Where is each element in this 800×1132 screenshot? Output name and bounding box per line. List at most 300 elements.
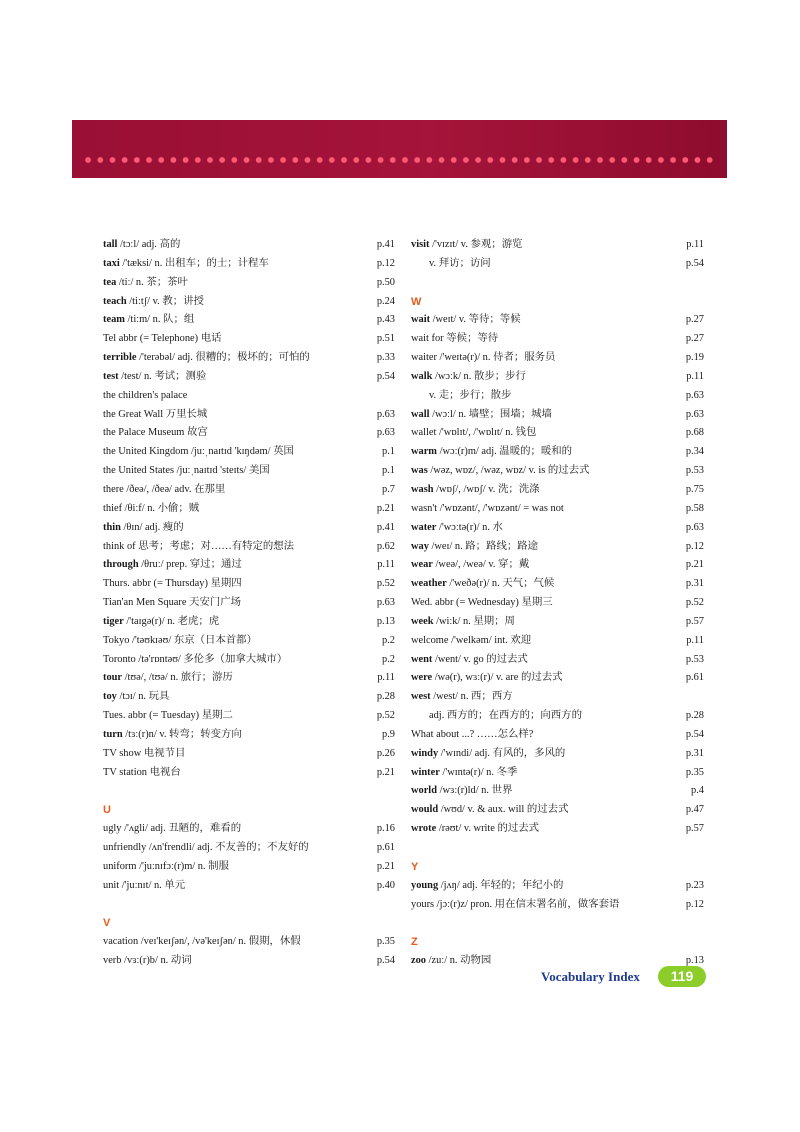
index-entry bbox=[103, 330, 395, 349]
index-entry bbox=[411, 368, 704, 387]
entry-definition: wait for 等候；等待 bbox=[411, 333, 499, 345]
entry-definition: /'weðə(r)/ n. 天气；气候 bbox=[449, 578, 555, 590]
page-ref: p.75 bbox=[685, 483, 704, 495]
headword: test bbox=[103, 370, 119, 382]
banner-dot-row bbox=[82, 156, 717, 164]
entry-text bbox=[103, 688, 169, 707]
page-ref: p.63 bbox=[685, 521, 704, 533]
headword: walk bbox=[411, 370, 433, 382]
page-number-badge: 119 bbox=[658, 966, 706, 987]
index-entry bbox=[103, 481, 395, 500]
index-entry bbox=[411, 688, 704, 707]
index-entry bbox=[411, 519, 704, 538]
page-ref: p.28 bbox=[376, 691, 395, 703]
entry-definition: /θruː/ prep. 穿过；通过 bbox=[141, 559, 242, 571]
page-ref: p.63 bbox=[685, 389, 704, 401]
index-entry bbox=[411, 538, 704, 557]
page-ref: p.7 bbox=[382, 483, 395, 495]
entry-definition: the United States /juːˌnaɪtɪd 'steɪts/ 美国 bbox=[103, 465, 270, 477]
entry-text bbox=[411, 613, 515, 632]
entry-text bbox=[411, 877, 563, 896]
entry-text bbox=[103, 575, 242, 594]
headword: toy bbox=[103, 691, 117, 703]
entry-text bbox=[411, 236, 522, 255]
index-entry bbox=[103, 236, 395, 255]
page-ref: p.62 bbox=[376, 540, 395, 552]
page-ref: p.35 bbox=[376, 936, 395, 948]
page-ref: p.52 bbox=[376, 710, 395, 722]
entry-text bbox=[103, 500, 199, 519]
entry-definition: v. 走；步行；散步 bbox=[429, 389, 512, 401]
entry-definition: TV show 电视节目 bbox=[103, 747, 186, 759]
headword: week bbox=[411, 615, 434, 627]
headword: wrote bbox=[411, 823, 437, 835]
page-ref: p.2 bbox=[382, 653, 395, 665]
entry-definition: /'terəbəl/ adj. 很糟的；极坏的；可怕的 bbox=[139, 352, 310, 364]
entry-text bbox=[103, 952, 192, 971]
headword: warm bbox=[411, 446, 437, 458]
entry-definition: adj. 西方的；在西方的；向西方的 bbox=[429, 710, 582, 722]
index-entry bbox=[411, 575, 704, 594]
index-entry bbox=[411, 594, 704, 613]
index-entry bbox=[411, 651, 704, 670]
entry-text bbox=[103, 368, 206, 387]
entry-text bbox=[103, 462, 270, 481]
entry-text bbox=[411, 707, 582, 726]
page-ref: p.4 bbox=[691, 785, 704, 797]
entry-definition: /zuː/ n. 动物园 bbox=[428, 955, 492, 967]
entry-text bbox=[411, 952, 491, 971]
index-entry bbox=[411, 424, 704, 443]
page-ref: p.21 bbox=[376, 502, 395, 514]
entry-definition: /weɪ/ n. 路；路线；路途 bbox=[431, 540, 539, 552]
entry-text bbox=[411, 764, 517, 783]
entry-text bbox=[411, 651, 528, 670]
entry-text bbox=[411, 556, 529, 575]
index-entry bbox=[103, 443, 395, 462]
page-ref: p.50 bbox=[376, 276, 395, 288]
page-ref: p.54 bbox=[376, 370, 395, 382]
page-ref: p.11 bbox=[377, 559, 395, 571]
entry-text bbox=[103, 839, 309, 858]
entry-text bbox=[411, 330, 498, 349]
index-entry bbox=[103, 764, 395, 783]
index-entry bbox=[411, 349, 704, 368]
entry-definition: /weə/, /weə/ v. 穿；戴 bbox=[435, 559, 530, 571]
entry-text bbox=[411, 726, 533, 745]
entry-definition: uniform /'juːnɪfɔː(r)m/ n. 制服 bbox=[103, 860, 229, 872]
index-entry bbox=[411, 764, 704, 783]
page-ref: p.21 bbox=[376, 860, 395, 872]
page-ref: p.21 bbox=[685, 559, 704, 571]
headword: way bbox=[411, 540, 429, 552]
index-entry bbox=[411, 726, 704, 745]
page-ref: p.28 bbox=[685, 710, 704, 722]
page-ref: p.52 bbox=[685, 597, 704, 609]
index-entry bbox=[411, 443, 704, 462]
entry-definition: welcome /'welkəm/ int. 欢迎 bbox=[411, 634, 532, 646]
headword: went bbox=[411, 653, 433, 665]
page-ref: p.61 bbox=[376, 842, 395, 853]
entry-definition: unit /'juːnɪt/ n. 单元 bbox=[103, 879, 186, 891]
entry-text bbox=[103, 481, 225, 500]
page-ref: p.12 bbox=[376, 257, 395, 269]
entry-text bbox=[103, 349, 310, 368]
entry-text bbox=[411, 575, 554, 594]
index-entry bbox=[103, 613, 395, 632]
section-letter: Y bbox=[411, 860, 419, 873]
entry-definition: /wəz, wɒz/, /wəz, wɒz/ v. is 的过去式 bbox=[430, 465, 590, 477]
page-ref: p.31 bbox=[685, 747, 704, 759]
page-ref: p.1 bbox=[382, 446, 395, 458]
entry-definition: Tian'an Men Square 天安门广场 bbox=[103, 597, 241, 609]
entry-text bbox=[411, 311, 521, 330]
entry-text bbox=[411, 481, 540, 500]
page-ref: p.41 bbox=[376, 239, 395, 250]
index-entry bbox=[411, 330, 704, 349]
entry-text bbox=[103, 933, 301, 952]
headword: turn bbox=[103, 728, 123, 740]
entry-text bbox=[103, 538, 294, 557]
index-entry bbox=[103, 500, 395, 519]
entry-definition: the Palace Museum 故宫 bbox=[103, 427, 208, 439]
headword: windy bbox=[411, 747, 439, 759]
index-entry bbox=[103, 406, 395, 425]
headword: wall bbox=[411, 408, 430, 420]
page-ref: p.53 bbox=[685, 465, 704, 477]
entry-text bbox=[411, 745, 565, 764]
page-ref: p.63 bbox=[376, 408, 395, 420]
index-entry bbox=[103, 519, 395, 538]
entry-definition: /tɜː(r)n/ v. 转弯；转变方向 bbox=[125, 728, 242, 740]
page-ref: p.54 bbox=[685, 257, 704, 269]
entry-definition: there /ðeə/, /ðeə/ adv. 在那里 bbox=[103, 483, 226, 495]
entry-text bbox=[103, 387, 187, 406]
index-entry bbox=[103, 952, 395, 971]
page-ref: p.21 bbox=[376, 766, 395, 778]
entry-definition: /'tæksi/ n. 出租车；的士；计程车 bbox=[122, 257, 269, 269]
entry-definition: /weɪt/ v. 等待；等候 bbox=[432, 314, 521, 326]
entry-text bbox=[103, 707, 233, 726]
index-entry bbox=[103, 745, 395, 764]
entry-definition: Thurs. abbr (= Thursday) 星期四 bbox=[103, 578, 242, 590]
entry-text bbox=[411, 688, 513, 707]
page-ref: p.63 bbox=[376, 427, 395, 439]
index-entry bbox=[411, 311, 704, 330]
page-ref: p.9 bbox=[382, 728, 395, 740]
page-ref: p.12 bbox=[685, 898, 704, 910]
entry-text bbox=[103, 519, 184, 538]
index-entry bbox=[411, 820, 704, 839]
entry-text bbox=[103, 293, 204, 312]
headword: water bbox=[411, 521, 437, 533]
index-entry bbox=[103, 274, 395, 293]
section-letter: V bbox=[103, 917, 111, 930]
index-entry bbox=[103, 669, 395, 688]
index-entry bbox=[411, 782, 704, 801]
headword: tour bbox=[103, 672, 123, 684]
index-entry bbox=[411, 556, 704, 575]
index-entry bbox=[103, 255, 395, 274]
page-ref: p.63 bbox=[685, 408, 704, 420]
entry-definition: ugly /'ʌgli/ adj. 丑陋的，难看的 bbox=[103, 823, 242, 835]
entry-definition: thief /θiːf/ n. 小偷；贼 bbox=[103, 502, 200, 514]
index-entry bbox=[411, 236, 704, 255]
entry-definition: /tɔːl/ adj. 高的 bbox=[120, 239, 181, 250]
index-entry bbox=[103, 311, 395, 330]
index-entry bbox=[103, 707, 395, 726]
entry-definition: /wɔːl/ n. 墙壁；围墙；城墙 bbox=[432, 408, 552, 420]
page-ref: p.2 bbox=[382, 634, 395, 646]
index-entry bbox=[411, 745, 704, 764]
index-entry bbox=[411, 481, 704, 500]
headword: zoo bbox=[411, 955, 427, 967]
index-entry bbox=[411, 632, 704, 651]
index-entry bbox=[411, 801, 704, 820]
page-ref: p.24 bbox=[376, 295, 395, 307]
entry-definition: /'wɪntə(r)/ n. 冬季 bbox=[442, 766, 518, 778]
page-ref: p.57 bbox=[685, 823, 704, 835]
page-ref: p.27 bbox=[685, 333, 704, 345]
headword: wash bbox=[411, 483, 434, 495]
index-entry bbox=[103, 349, 395, 368]
entry-text bbox=[103, 424, 208, 443]
headword: was bbox=[411, 465, 428, 477]
entry-definition: TV station 电视台 bbox=[103, 766, 181, 778]
entry-text bbox=[103, 726, 242, 745]
entry-text bbox=[411, 424, 536, 443]
entry-text bbox=[103, 255, 269, 274]
page-ref: p.54 bbox=[376, 955, 395, 967]
headword: team bbox=[103, 314, 125, 326]
entry-definition: /tɔɪ/ n. 玩具 bbox=[119, 691, 170, 703]
entry-definition: vacation /veɪ'keɪʃən/, /və'keɪʃən/ n. 假期，休假 bbox=[103, 936, 301, 948]
page-ref: p.11 bbox=[686, 634, 704, 646]
entry-definition: /'wɔːtə(r)/ n. 水 bbox=[439, 521, 503, 533]
entry-definition: yours /jɔː(r)z/ pron. 用在信末署名前，做客套语 bbox=[411, 898, 620, 910]
page-ref: p.11 bbox=[686, 370, 704, 382]
entry-text bbox=[103, 632, 257, 651]
entry-text bbox=[411, 462, 589, 481]
index-entry bbox=[411, 877, 704, 896]
entry-text bbox=[103, 613, 219, 632]
page-ref: p.58 bbox=[685, 502, 704, 514]
headword: teach bbox=[103, 295, 127, 307]
index-entry bbox=[103, 839, 395, 858]
headword: taxi bbox=[103, 257, 120, 269]
page-ref: p.13 bbox=[685, 955, 704, 967]
entry-text bbox=[411, 669, 563, 688]
entry-definition: /test/ n. 考试；测验 bbox=[121, 370, 207, 382]
headword: terrible bbox=[103, 352, 137, 364]
entry-text bbox=[103, 274, 188, 293]
entry-definition: /wɔː(r)m/ adj. 温暖的；暖和的 bbox=[439, 446, 573, 458]
page-ref: p.51 bbox=[376, 333, 395, 345]
headword: tea bbox=[103, 276, 117, 288]
index-entry bbox=[103, 293, 395, 312]
index-entry bbox=[103, 933, 395, 952]
index-entry bbox=[103, 538, 395, 557]
index-entry bbox=[103, 651, 395, 670]
entry-definition: the Great Wall 万里长城 bbox=[103, 408, 208, 420]
entry-definition: What about ...? ……怎么样? bbox=[411, 728, 534, 740]
headword: world bbox=[411, 785, 437, 797]
entry-definition: /'taɪgə(r)/ n. 老虎；虎 bbox=[126, 615, 220, 627]
entry-text bbox=[411, 500, 564, 519]
entry-definition: waiter /'weɪtə(r)/ n. 侍者；服务员 bbox=[411, 352, 556, 364]
headword: thin bbox=[103, 521, 121, 533]
headword: wear bbox=[411, 559, 433, 571]
entry-definition: /'wɪndi/ adj. 有风的，多风的 bbox=[440, 747, 566, 759]
entry-text bbox=[103, 556, 242, 575]
headword: were bbox=[411, 672, 433, 684]
headword: wait bbox=[411, 314, 431, 326]
entry-text bbox=[103, 330, 221, 349]
entry-text bbox=[411, 801, 568, 820]
entry-definition: Tues. abbr (= Tuesday) 星期二 bbox=[103, 710, 233, 722]
page-ref: p.34 bbox=[685, 446, 704, 458]
page-ref: p.31 bbox=[685, 578, 704, 590]
page-ref: p.13 bbox=[376, 615, 395, 627]
entry-text bbox=[411, 594, 553, 613]
entry-text bbox=[103, 669, 233, 688]
index-entry bbox=[103, 556, 395, 575]
headword: through bbox=[103, 559, 139, 571]
entry-definition: the United Kingdom /juːˌnaɪtɪd 'kɪŋdəm/ 英国 bbox=[103, 446, 294, 458]
entry-definition: /wiːk/ n. 星期；周 bbox=[436, 615, 515, 627]
entry-definition: /tiːm/ n. 队；组 bbox=[127, 314, 195, 326]
entry-definition: /'vɪzɪt/ v. 参观；游览 bbox=[432, 239, 523, 250]
page-ref: p.11 bbox=[377, 672, 395, 684]
entry-text bbox=[103, 651, 287, 670]
entry-text bbox=[411, 406, 552, 425]
page-ref: p.16 bbox=[376, 823, 395, 835]
section-letter: W bbox=[411, 295, 422, 308]
entry-text bbox=[411, 349, 555, 368]
index-entry bbox=[103, 632, 395, 651]
page-ref: p.54 bbox=[685, 728, 704, 740]
index-entry bbox=[103, 858, 395, 877]
entry-definition: wallet /'wɒlɪt/, /'wɒlɪt/ n. 钱包 bbox=[411, 427, 537, 439]
entry-definition: /wʊd/ v. & aux. will 的过去式 bbox=[440, 804, 569, 816]
headword: tall bbox=[103, 239, 118, 250]
entry-text bbox=[103, 406, 207, 425]
page-ref: p.1 bbox=[382, 465, 395, 477]
headword: young bbox=[411, 879, 439, 891]
index-entry bbox=[103, 877, 395, 896]
headword: weather bbox=[411, 578, 447, 590]
entry-text bbox=[411, 255, 491, 274]
index-entry bbox=[103, 368, 395, 387]
headword: west bbox=[411, 691, 431, 703]
entry-text bbox=[411, 519, 503, 538]
page-ref: p.40 bbox=[376, 879, 395, 891]
entry-text bbox=[411, 896, 619, 915]
page-ref: p.53 bbox=[685, 653, 704, 665]
page-ref: p.52 bbox=[376, 578, 395, 590]
page-ref: p.33 bbox=[376, 352, 395, 364]
index-entry bbox=[411, 500, 704, 519]
entry-definition: /jʌŋ/ adj. 年轻的；年纪小的 bbox=[440, 879, 564, 891]
entry-text bbox=[103, 236, 180, 255]
entry-text bbox=[411, 782, 512, 801]
index-entry bbox=[103, 688, 395, 707]
index-entry bbox=[411, 613, 704, 632]
section-letter: U bbox=[103, 804, 111, 817]
entry-text bbox=[103, 594, 241, 613]
page-ref: p.43 bbox=[376, 314, 395, 326]
entry-definition: wasn't /'wɒzənt/, /'wɒzənt/ = was not bbox=[411, 502, 564, 514]
entry-definition: /θɪn/ adj. 瘦的 bbox=[123, 521, 184, 533]
page-ref: p.27 bbox=[685, 314, 704, 326]
page-ref: p.61 bbox=[685, 672, 704, 684]
index-entry bbox=[411, 255, 704, 274]
page-ref: p.23 bbox=[685, 879, 704, 891]
index-entry bbox=[411, 707, 704, 726]
page-ref: p.35 bbox=[685, 766, 704, 778]
entry-text bbox=[103, 764, 181, 783]
page-ref: p.11 bbox=[686, 239, 704, 250]
entry-definition: /rəʊt/ v. write 的过去式 bbox=[438, 823, 540, 835]
entry-definition: /west/ n. 西；西方 bbox=[433, 691, 513, 703]
entry-definition: /wɔːk/ n. 散步；步行 bbox=[434, 370, 526, 382]
entry-text bbox=[411, 368, 526, 387]
entry-definition: verb /vɜː(r)b/ n. 动词 bbox=[103, 955, 192, 967]
index-entry bbox=[103, 820, 395, 839]
entry-definition: Wed. abbr (= Wednesday) 星期三 bbox=[411, 597, 553, 609]
entry-definition: Toronto /tə'rɒntəʊ/ 多伦多（加拿大城市） bbox=[103, 653, 288, 665]
page-ref: p.12 bbox=[685, 540, 704, 552]
entry-definition: Tokyo /'təʊkɪəʊ/ 东京（日本首都） bbox=[103, 634, 257, 646]
entry-definition: Tel abbr (= Telephone) 电话 bbox=[103, 333, 222, 345]
entry-definition: /tiː/ n. 茶；茶叶 bbox=[118, 276, 188, 288]
page-ref: p.68 bbox=[685, 427, 704, 439]
footer-section-label: Vocabulary Index bbox=[541, 969, 640, 984]
index-entry bbox=[103, 424, 395, 443]
page-ref: p.19 bbox=[685, 352, 704, 364]
entry-text bbox=[103, 877, 185, 896]
index-entry bbox=[411, 387, 704, 406]
entry-text bbox=[411, 443, 572, 462]
entry-definition: think of 思考；考虑；对……有特定的想法 bbox=[103, 540, 295, 552]
header-banner bbox=[72, 120, 727, 178]
index-entry bbox=[103, 387, 395, 406]
headword: winter bbox=[411, 766, 440, 778]
index-entry bbox=[103, 726, 395, 745]
page-ref: p.41 bbox=[376, 521, 395, 533]
entry-definition: /tiːtʃ/ v. 教；讲授 bbox=[129, 295, 204, 307]
index-column-right bbox=[411, 236, 704, 971]
entry-definition: the children's palace bbox=[103, 389, 188, 401]
headword: would bbox=[411, 804, 439, 816]
index-entry bbox=[103, 462, 395, 481]
entry-definition: /wɒʃ/, /wɒʃ/ v. 洗；洗涤 bbox=[436, 483, 540, 495]
entry-text bbox=[411, 387, 511, 406]
entry-text bbox=[411, 632, 531, 651]
index-entry bbox=[103, 594, 395, 613]
headword: tiger bbox=[103, 615, 124, 627]
index-entry bbox=[103, 575, 395, 594]
index-entry bbox=[411, 896, 704, 915]
entry-text bbox=[103, 820, 241, 839]
page-ref: p.47 bbox=[685, 804, 704, 816]
entry-text bbox=[103, 745, 185, 764]
entry-text bbox=[103, 858, 229, 877]
entry-text bbox=[411, 538, 538, 557]
entry-definition: v. 拜访；访问 bbox=[429, 257, 491, 269]
index-column-left bbox=[103, 236, 395, 971]
section-letter: Z bbox=[411, 936, 418, 949]
